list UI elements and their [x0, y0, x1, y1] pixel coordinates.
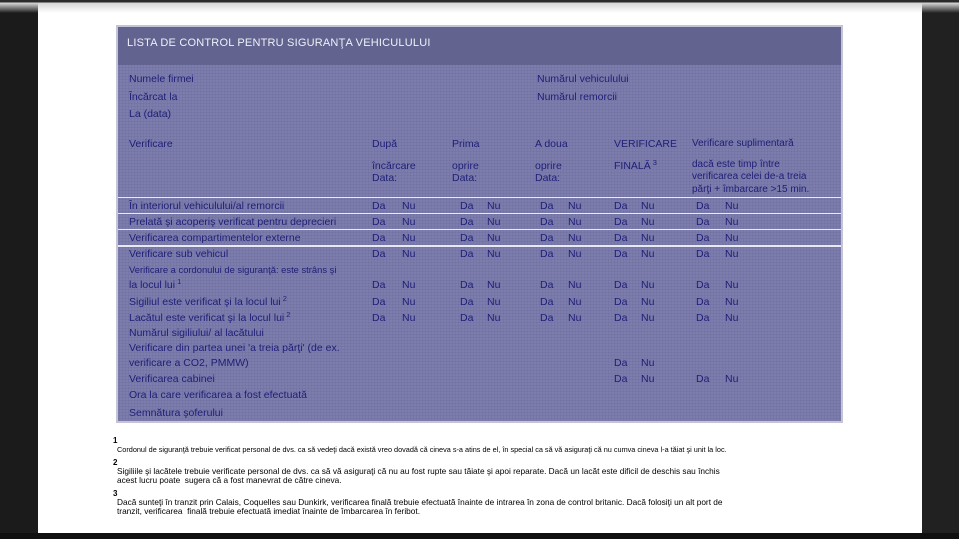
da-option: Da	[540, 248, 554, 260]
nu-option: Nu	[641, 295, 655, 308]
column-header-text: verificarea celei de-a treia	[692, 171, 807, 182]
row-line	[118, 277, 841, 293]
row-line	[118, 247, 841, 261]
row-label	[129, 248, 228, 260]
footnote-marker: 3	[113, 488, 118, 498]
superscript-marker: 3	[652, 158, 657, 167]
row-label	[129, 279, 181, 291]
row-label-text: Verificarea cabinei	[129, 372, 215, 385]
nu-option: Nu	[568, 312, 582, 324]
nu-option: Nu	[725, 279, 739, 291]
checklist-table	[116, 25, 843, 423]
column-header-text: VERIFICARE	[614, 138, 678, 150]
column-header-text: oprire	[452, 160, 479, 172]
nu-option: Nu	[402, 279, 416, 291]
column-header-text: Prima	[452, 138, 480, 150]
da-option: Da	[614, 295, 628, 308]
row-line	[118, 402, 841, 423]
column-header	[129, 138, 173, 150]
row-label-text: Verificarea compartimentelor externe	[129, 231, 301, 244]
row-label-text: Lacătul este verificat şi la locul lui	[129, 312, 285, 324]
row-label-text: Verificare a cordonului de siguranţă: este strâns şi	[129, 263, 337, 275]
footnote	[113, 458, 853, 486]
nu-option: Nu	[641, 372, 655, 385]
nu-option: Nu	[402, 248, 416, 260]
nu-option: Nu	[402, 295, 416, 308]
checklist-rows	[118, 197, 841, 423]
da-option: Da	[614, 215, 628, 228]
column-header	[372, 160, 416, 172]
column-header	[372, 172, 397, 184]
nu-option: Nu	[725, 248, 739, 260]
column-header	[614, 160, 657, 172]
row-line	[118, 387, 841, 402]
da-option: Da	[460, 295, 474, 308]
da-option: Da	[614, 199, 628, 212]
da-option: Da	[540, 231, 554, 244]
nu-option: Nu	[568, 199, 582, 212]
bottom-black-bar	[0, 533, 959, 539]
form-field-company-name: Numele firmei	[129, 73, 194, 85]
superscript-marker: 2	[286, 310, 291, 319]
row-line	[118, 214, 841, 229]
table-row	[118, 370, 841, 387]
row-label-text: Verificare din partea unei 'a treia părţi' (de ex.	[129, 341, 340, 354]
nu-option: Nu	[487, 215, 501, 228]
table-row	[118, 402, 841, 423]
nu-option: Nu	[725, 215, 739, 228]
row-line	[118, 198, 841, 213]
da-option: Da	[372, 279, 386, 291]
row-line	[118, 293, 841, 310]
nu-option: Nu	[725, 372, 739, 385]
footnote-line: Sigiliile şi lacătele trebuie verificate personal de dvs. ca să vă asiguraţi că nu au fost rupte sau tăiate şi apoi reparate. Dacă un lacăt este dificil de deschis sau închis	[117, 465, 720, 476]
row-label-text: Ora la care verificarea a fost efectuată	[129, 388, 308, 401]
nu-option: Nu	[641, 199, 655, 212]
row-label-text: la locul lui	[129, 279, 176, 291]
nu-option: Nu	[568, 215, 582, 228]
row-line	[118, 230, 841, 245]
column-header	[692, 159, 780, 170]
da-option: Da	[696, 215, 710, 228]
footnotes	[113, 436, 853, 520]
column-header	[452, 160, 479, 172]
title-band	[118, 27, 841, 65]
da-option: Da	[696, 312, 710, 324]
nu-option: Nu	[725, 295, 739, 308]
nu-option: Nu	[402, 215, 416, 228]
row-label	[129, 327, 264, 339]
column-header-text: A doua	[535, 138, 568, 150]
nu-option: Nu	[487, 295, 501, 308]
nu-option: Nu	[568, 231, 582, 244]
da-option: Da	[696, 199, 710, 212]
table-row	[118, 197, 841, 213]
table-row	[118, 387, 841, 402]
da-option: Da	[460, 279, 474, 291]
column-header	[452, 172, 477, 184]
table-row	[118, 340, 841, 370]
column-header-text: Data:	[535, 172, 561, 184]
footnote	[113, 489, 853, 517]
column-header-text: încărcare	[372, 160, 416, 172]
column-header	[692, 138, 794, 149]
da-option: Da	[460, 215, 474, 228]
column-header	[614, 138, 677, 150]
column-header-text: FINALĂ	[614, 160, 651, 172]
footnote-line: tranzit, verificarea finală trebuie efectuată imediat înainte de îmbarcarea în feribot.	[117, 506, 420, 517]
da-option: Da	[540, 279, 554, 291]
nu-option: Nu	[487, 279, 501, 291]
nu-option: Nu	[487, 312, 501, 324]
column-header-text: După	[372, 138, 398, 150]
da-option: Da	[614, 231, 628, 244]
footnote-line: acest lucru poate sugera că a fost manevrat de către cineva.	[117, 475, 342, 486]
nu-option: Nu	[568, 248, 582, 260]
column-header	[692, 171, 807, 182]
nu-option: Nu	[725, 199, 739, 212]
da-option: Da	[460, 312, 474, 324]
row-label	[129, 407, 223, 419]
nu-option: Nu	[725, 312, 739, 324]
column-header	[535, 172, 560, 184]
page-title: LISTA DE CONTROL PENTRU SIGURANŢA VEHICULULUI	[127, 37, 431, 49]
nu-option: Nu	[568, 279, 582, 291]
column-header	[535, 138, 568, 150]
da-option: Da	[696, 231, 710, 244]
row-label	[129, 312, 290, 324]
footnote-line: Dacă sunteţi în tranzit prin Calais, Coquelles sau Dunkirk, verificarea finală trebuie efectuată înainte de intrarea în zona de control britanic. Dacă folosiţi un alt port de	[117, 496, 723, 507]
table-row	[118, 245, 841, 261]
row-label	[129, 389, 307, 401]
row-label	[129, 216, 336, 228]
column-header	[535, 160, 562, 172]
nu-option: Nu	[487, 231, 501, 244]
da-option: Da	[614, 248, 628, 260]
nu-option: Nu	[641, 279, 655, 291]
table-row	[118, 213, 841, 229]
da-option: Da	[372, 199, 386, 212]
da-option: Da	[540, 312, 554, 324]
nu-option: Nu	[725, 231, 739, 244]
column-header-text: oprire	[535, 160, 562, 172]
column-header	[452, 138, 479, 150]
nu-option: Nu	[402, 199, 416, 212]
nu-option: Nu	[402, 231, 416, 244]
row-label-text: În interiorul vehiculului/al remorcii	[129, 199, 285, 212]
column-header-text: Verificare suplimentară	[692, 138, 794, 149]
column-header-text: Verificare	[129, 138, 173, 150]
column-header-text: dacă este timp între	[692, 159, 780, 170]
row-line	[118, 310, 841, 326]
row-label	[129, 342, 340, 354]
row-line	[118, 370, 841, 387]
da-option: Da	[372, 312, 386, 324]
row-line	[118, 326, 841, 340]
da-option: Da	[696, 372, 710, 385]
da-option: Da	[614, 312, 628, 324]
row-label	[129, 357, 249, 369]
row-label	[129, 373, 215, 385]
form-field-trailer-number: Numărul remorcii	[537, 91, 617, 103]
da-option: Da	[540, 215, 554, 228]
column-header	[692, 184, 809, 195]
da-option: Da	[696, 279, 710, 291]
row-label	[129, 232, 301, 244]
column-header-text: părţi + îmbarcare >15 min.	[692, 184, 810, 195]
da-option: Da	[372, 231, 386, 244]
table-row	[118, 310, 841, 326]
da-option: Da	[372, 248, 386, 260]
row-label	[129, 200, 284, 212]
da-option: Da	[460, 231, 474, 244]
superscript-marker: 2	[282, 293, 287, 303]
nu-option: Nu	[641, 312, 655, 324]
nu-option: Nu	[641, 248, 655, 260]
table-row	[118, 261, 841, 293]
form-field-loaded-at: Încărcat la	[129, 91, 178, 103]
nu-option: Nu	[641, 356, 655, 369]
document-page	[38, 0, 922, 533]
column-header-text: Data:	[452, 172, 478, 184]
form-field-date: La (data)	[129, 108, 172, 120]
superscript-marker: 1	[177, 277, 182, 286]
da-option: Da	[460, 248, 474, 260]
row-label	[129, 264, 336, 275]
da-option: Da	[372, 215, 386, 228]
nu-option: Nu	[402, 312, 416, 324]
row-label	[129, 293, 287, 308]
footnote-line: Cordonul de siguranţă trebuie verificat personal de dvs. ca să vedeţi dacă există vreo dovadă că cineva s-a atins de el, în special ca să vă asiguraţi că nu cumva cineva l-a tăiat şi unit la loc.	[117, 445, 727, 454]
row-line	[118, 261, 841, 277]
footnote	[113, 436, 853, 455]
row-line	[118, 340, 841, 355]
row-label-text: Numărul sigiliului/ al lacătului	[129, 327, 264, 339]
nu-option: Nu	[641, 215, 655, 228]
da-option: Da	[540, 295, 554, 308]
nu-option: Nu	[568, 295, 582, 308]
row-label-text: verificare a CO2, PMMW)	[129, 356, 249, 369]
row-label-text: Semnătura şoferului	[129, 406, 223, 419]
table-row	[118, 293, 841, 310]
column-header-text: Data:	[372, 172, 398, 184]
row-label-text: Sigiliul este verificat şi la locul lui	[129, 295, 281, 308]
da-option: Da	[696, 248, 710, 260]
nu-option: Nu	[487, 248, 501, 260]
nu-option: Nu	[641, 231, 655, 244]
da-option: Da	[460, 199, 474, 212]
da-option: Da	[614, 372, 628, 385]
da-option: Da	[614, 279, 628, 291]
da-option: Da	[696, 295, 710, 308]
footnote-marker: 1	[113, 436, 118, 445]
table-row	[118, 229, 841, 245]
row-label-text: Verificare sub vehicul	[129, 248, 229, 260]
da-option: Da	[540, 199, 554, 212]
nu-option: Nu	[487, 199, 501, 212]
row-line	[118, 355, 841, 370]
footnote-marker: 2	[113, 457, 118, 467]
form-field-vehicle-number: Numărul vehiculului	[537, 73, 629, 85]
da-option: Da	[614, 356, 628, 369]
row-label-text: Prelată şi acoperiş verificat pentru deprecieri	[129, 215, 337, 228]
table-row	[118, 326, 841, 340]
left-black-margin	[0, 0, 38, 539]
column-header	[372, 138, 397, 150]
right-black-margin	[922, 0, 959, 539]
da-option: Da	[372, 295, 386, 308]
